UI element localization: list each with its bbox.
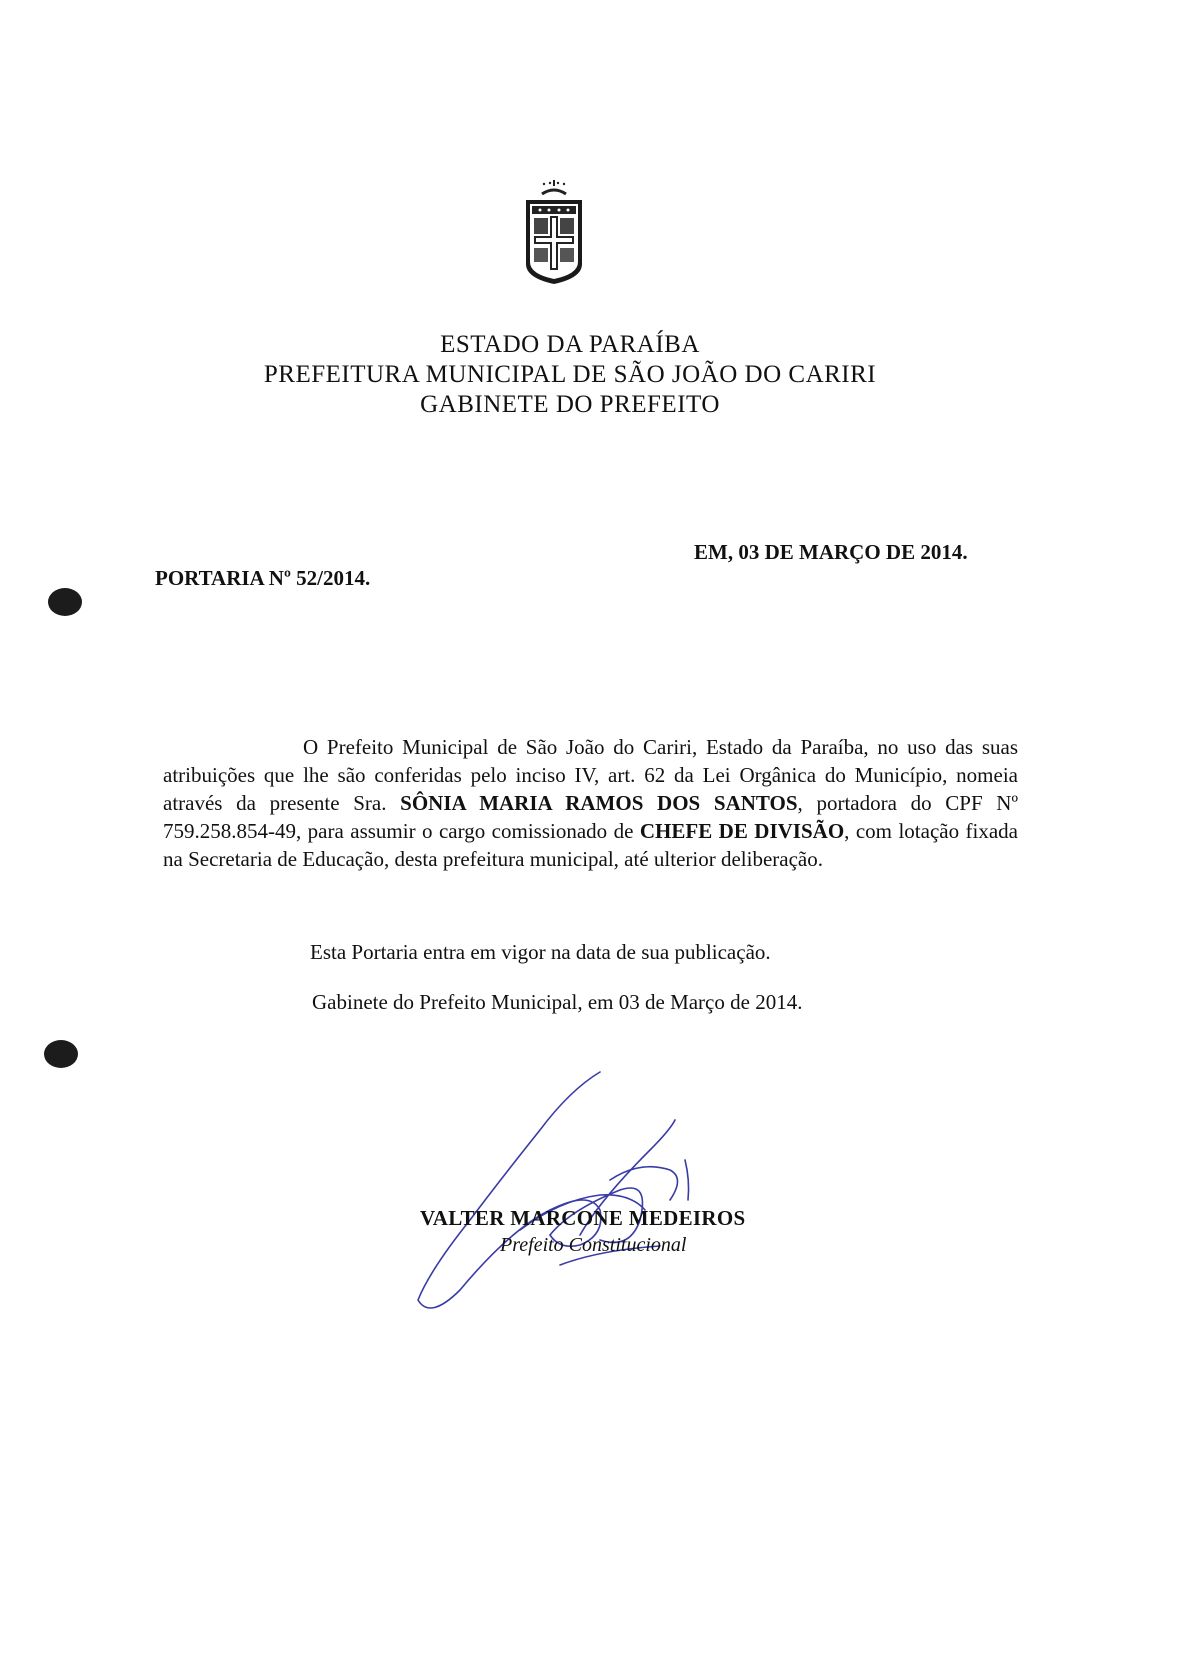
nominee-name: SÔNIA MARIA RAMOS DOS SANTOS bbox=[400, 791, 798, 815]
body-text-part1: O Prefeito Municipal de São João do Cariri, Estado da Paraíba, no uso das suas atribuições que lhe são conferidas pelo inciso IV, art. 62 da Lei Orgânica do Município, nomeia através da presente Sra. bbox=[163, 735, 1018, 815]
document-header bbox=[210, 330, 930, 420]
effective-date-paragraph: Esta Portaria entra em vigor na data de sua publicação. bbox=[310, 940, 771, 964]
portaria-number: PORTARIA Nº 52/2014. bbox=[155, 566, 371, 590]
header-state: ESTADO DA PARAÍBA bbox=[440, 331, 700, 358]
position-name: CHEFE DE DIVISÃO bbox=[639, 819, 845, 843]
punch-hole bbox=[48, 588, 82, 616]
header-municipality: PREFEITURA MUNICIPAL DE SÃO JOÃO DO CARIRI bbox=[263, 361, 877, 388]
signer-name: VALTER MARCONE MEDEIROS bbox=[420, 1206, 746, 1230]
punch-hole bbox=[44, 1040, 78, 1068]
header-office: GABINETE DO PREFEITO bbox=[420, 391, 720, 418]
handwritten-signature bbox=[400, 1060, 760, 1320]
closing-paragraph: Gabinete do Prefeito Municipal, em 03 de Março de 2014. bbox=[312, 990, 803, 1014]
body-paragraph bbox=[163, 733, 1018, 873]
signer-title: Prefeito Constitucional bbox=[500, 1234, 687, 1256]
municipal-crest-icon bbox=[522, 178, 586, 290]
body-text-part3: , com lotação fixada na Secretaria de Educação, desta prefeitura municipal, até ulterior deliberação. bbox=[163, 819, 1018, 871]
document-date: EM, 03 DE MARÇO DE 2014. bbox=[694, 540, 968, 564]
body-text-part2: , portadora do CPF Nº 759.258.854-49, para assumir o cargo comissionado de bbox=[163, 791, 1018, 843]
